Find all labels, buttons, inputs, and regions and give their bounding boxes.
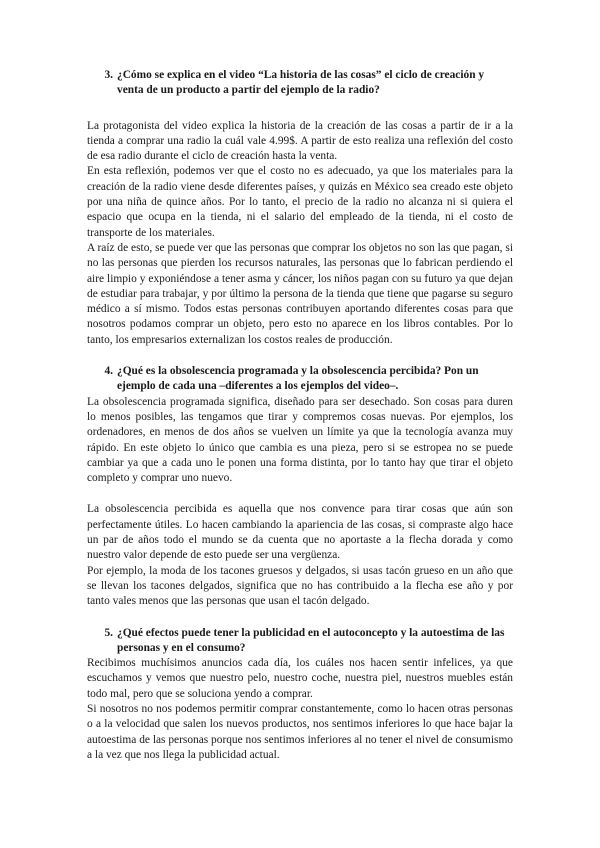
question-text: ¿Qué es la obsolescencia programada y la obsolescencia percibida? Pon un ejemplo de cada una –diferentes a los ejemplos del video–. xyxy=(117,365,479,393)
paragraph: Si nosotros no nos podemos permitir comprar constantemente, como lo hacen otras personas o a la velocidad que salen los nuevos productos, nos sentimos inferiores lo que hace bajar la autoestima de las personas porque nos sentimos inferiores al no tener el nivel de consumismo a la vez que nos llega la publicidad actual. xyxy=(87,702,513,761)
paragraph: A raíz de esto, se puede ver que las personas que comprar los objetos no son las que pagan, si no las personas que pierden los recursos naturales, las personas que lo fabrican perdiendo el aire limpio y exponiéndose a tener asma y cáncer, los niños pagan con su futuro ya que dejan de estudiar para trabajar, y por último la persona de la tienda que tiene que pagarse su seguro médico a sí mismo. Todos estas personas contribuyen aportando diferentes cosas para que nosotros podamos comprar un objeto, pero esto no aparece en los libros contables. Por lo tanto, los empresarios externalizan los costos reales de producción. xyxy=(87,241,513,346)
paragraph: La protagonista del video explica la historia de la creación de las cosas a partir de ir a la tienda a comprar una radio la cuál vale 4.99$. A partir de esto realiza una reflexión del costo de esa radio durante el ciclo de creación hasta la venta. xyxy=(87,119,513,163)
question-number: 3. xyxy=(104,69,113,81)
question-text: ¿Cómo se explica en el video “La historia de las cosas” el ciclo de creación y venta de un producto a partir del ejemplo de la radio? xyxy=(117,69,485,97)
question-5-heading xyxy=(87,626,513,657)
question-text: ¿Qué efectos puede tener la publicidad en el autoconcepto y la autoestima de las personas y en el consumo? xyxy=(117,626,505,654)
question-number: 5. xyxy=(104,626,113,639)
paragraph: Recibimos muchísimos anuncios cada día, los cuáles nos hacen sentir infelices, ya que escuchamos y vemos que nuestro pelo, nuestro coche, nuestra piel, nuestros muebles están todo mal, pero que se soluciona yendo a comprar. xyxy=(87,657,513,700)
paragraph: La obsolescencia programada significa, diseñado para ser desechado. Son cosas para duren lo menos posibles, las tengamos que tirar y compremos cosas nuevas. Por ejemplos, los ordenadores, en menos de dos años se vuelven un límite ya que la tecnología avanza muy rápido. En este objeto lo único que cambia es una pieza, pero si se estropea no se puede cambiar ya que a cada uno le ponen una forma distinta, por lo tanto hay que tirar el objeto completo y comprar uno nuevo. xyxy=(87,395,513,485)
paragraph: En esta reflexión, podemos ver que el costo no es adecuado, ya que los materiales para la creación de la radio viene desde diferentes países, y quizás en México sea creado este objeto por una niña de quince años. Por lo tanto, el precio de la radio no alcanza ni si quiera el espacio que ocupa en la tienda, ni el salario del empleado de la tienda, ni el costo de transporte de los materiales. xyxy=(87,165,513,239)
paragraph: Por ejemplo, la moda de los tacones gruesos y delgados, si usas tacón grueso en un año que se llevan los tacones delgados, significa que no has contribuido a la flecha ese año y por tanto vales menos que las personas que usan el tacón delgado. xyxy=(87,564,513,608)
paragraph: La obsolescencia percibida es aquella que nos convence para tirar cosas que aún son perfectamente útiles. Lo hacen cambiando la apariencia de las cosas, si compraste algo hace un par de años todo el mundo se da cuenta que no aportaste a la flecha dorada y como nuestro valor depende de esto puede ser una vergüenza. xyxy=(87,503,513,562)
question-number: 4. xyxy=(104,365,113,378)
question-3-heading xyxy=(87,68,513,99)
question-4-heading xyxy=(87,364,513,395)
